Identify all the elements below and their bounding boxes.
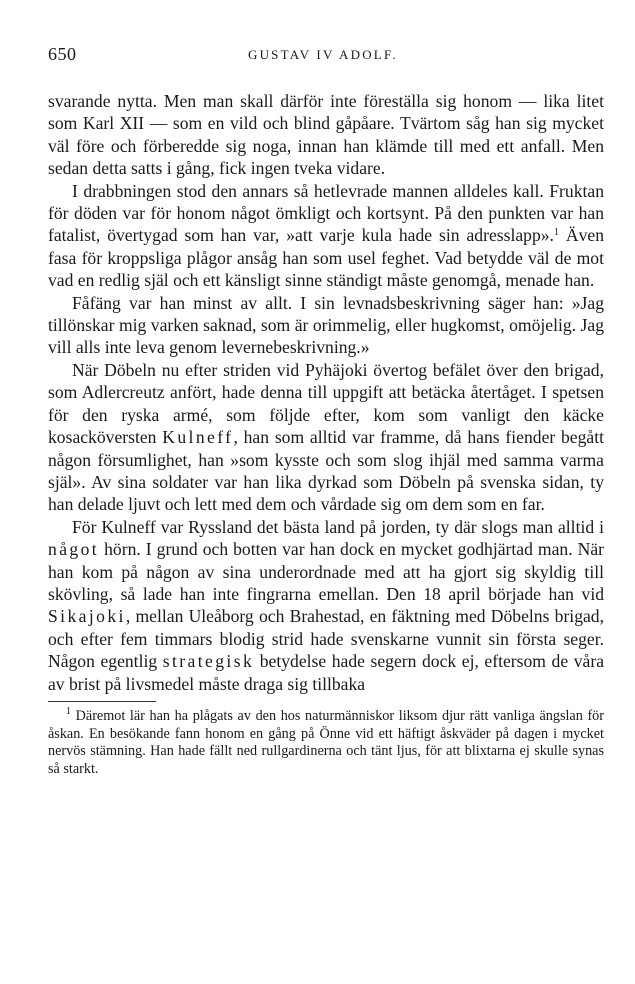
paragraph-1: [48, 90, 604, 180]
footnote: [48, 705, 605, 778]
footnote-mark: 1: [66, 705, 71, 717]
running-head: [48, 44, 604, 78]
paragraph-4-text-a: När Döbeln nu efter striden vid Pyhäjoki övertog befälet över den brigad, som Adlercreutz anfört, hade denna till uppgift att betäcka återtåget. I spetsen för den ryska armé, som följde efter, kom som vanligt den käcke kosacköversten: [48, 359, 604, 448]
emphasis-strategisk: strategisk: [162, 651, 255, 672]
paragraph-2: [48, 180, 604, 292]
body-text: [48, 90, 604, 695]
paragraph-5-text-b: hörn. I grund och botten var han dock en mycket godhjärtad man. När han kom på någon av sina underordnade med att ha gjort sig skyldig till skövling, så lade han inte fingrarna emellan. Den 18 april började han vid: [48, 539, 604, 604]
footnote-reference: 1: [553, 227, 559, 239]
paragraph-5-text-a: För Kulneff var Ryssland det bästa land på jorden, ty där slogs man alltid i: [72, 516, 604, 537]
paragraph-2-text-a: I drabbningen stod den annars så hetlevrade mannen alldeles kall. Fruktan för döden var för honom något ömkligt och kortsynt. På den punkten var han fatalist, övertygad som han var, »att varje kula hade sin adresslapp».: [48, 180, 604, 246]
footnote-divider: [48, 701, 156, 702]
paragraph-3: [48, 292, 604, 359]
paragraph-5-text-c: , mellan Uleåborg och Brahestad, en fäktning med Döbelns brigad, och efter fem timmars blodig strid hade svenskarne vunnit sin första seger. Någon egentlig: [48, 606, 604, 672]
paragraph-2-text-b: Även fasa för kroppsliga plågor ansåg han som usel feghet. Vad betydde väl de mot vad en redlig själ och ett känsligt sinne ständigt måste genomgå, menade han.: [48, 225, 605, 291]
paragraph-3-text: Fåfäng var han minst av allt. I sin levnadsbeskrivning säger han: »Jag tillönskar mig varken saknad, som är orimmelig, eller hugkomst, omöjelig. Jag vill alls inte leva genom levernebeskrivning.»: [48, 292, 604, 358]
page-number: 650: [48, 44, 77, 64]
paragraph-1-text: svarande nytta. Men man skall därför inte föreställa sig honom — lika litet som Karl XII — som en vild och blind gåpåare. Tvärtom såg han sig mycket väl före och förberedde sig noga, innan han klämde till med ett anfall. Men sedan detta satts i gång, fick ingen tveka vidare.: [48, 91, 604, 179]
emphasis-nagot: något: [48, 539, 100, 560]
paragraph-5-text-d: betydelse hade segern dock ej, eftersom de våra av brist på livsmedel måste draga sig tillbaka: [48, 651, 605, 694]
paragraph-4-text-b: , han som alltid var framme, då hans fiender begått någon försumlighet, han »som kysste och som slog ihjäl med samma varma själ». Av sina soldater var han lika dyrkad som Döbeln på svenska sidan, ty han delade ljuvt och lett med dem och vårdade sig om dem som en far.: [48, 427, 605, 515]
book-page: [48, 44, 604, 778]
paragraph-5: [48, 516, 604, 695]
name-kulneff: Kulneff: [162, 427, 234, 448]
running-title: GUSTAV IV ADOLF.: [248, 47, 398, 62]
paragraph-4: [48, 359, 604, 516]
place-sikajoki: Sikajoki: [48, 606, 126, 627]
footnote-text: Däremot lär han ha plågats av den hos naturmänniskor liksom djur rätt vanliga ängslan för åskan. En besökande fann honom en gång på Önne vid ett häftigt åskväder på dagen i mycket nervös stämning. Han hade fällt ned rullgardinerna och tänt ljus, för att blixtarna ej skulle synas så starkt.: [48, 707, 605, 777]
